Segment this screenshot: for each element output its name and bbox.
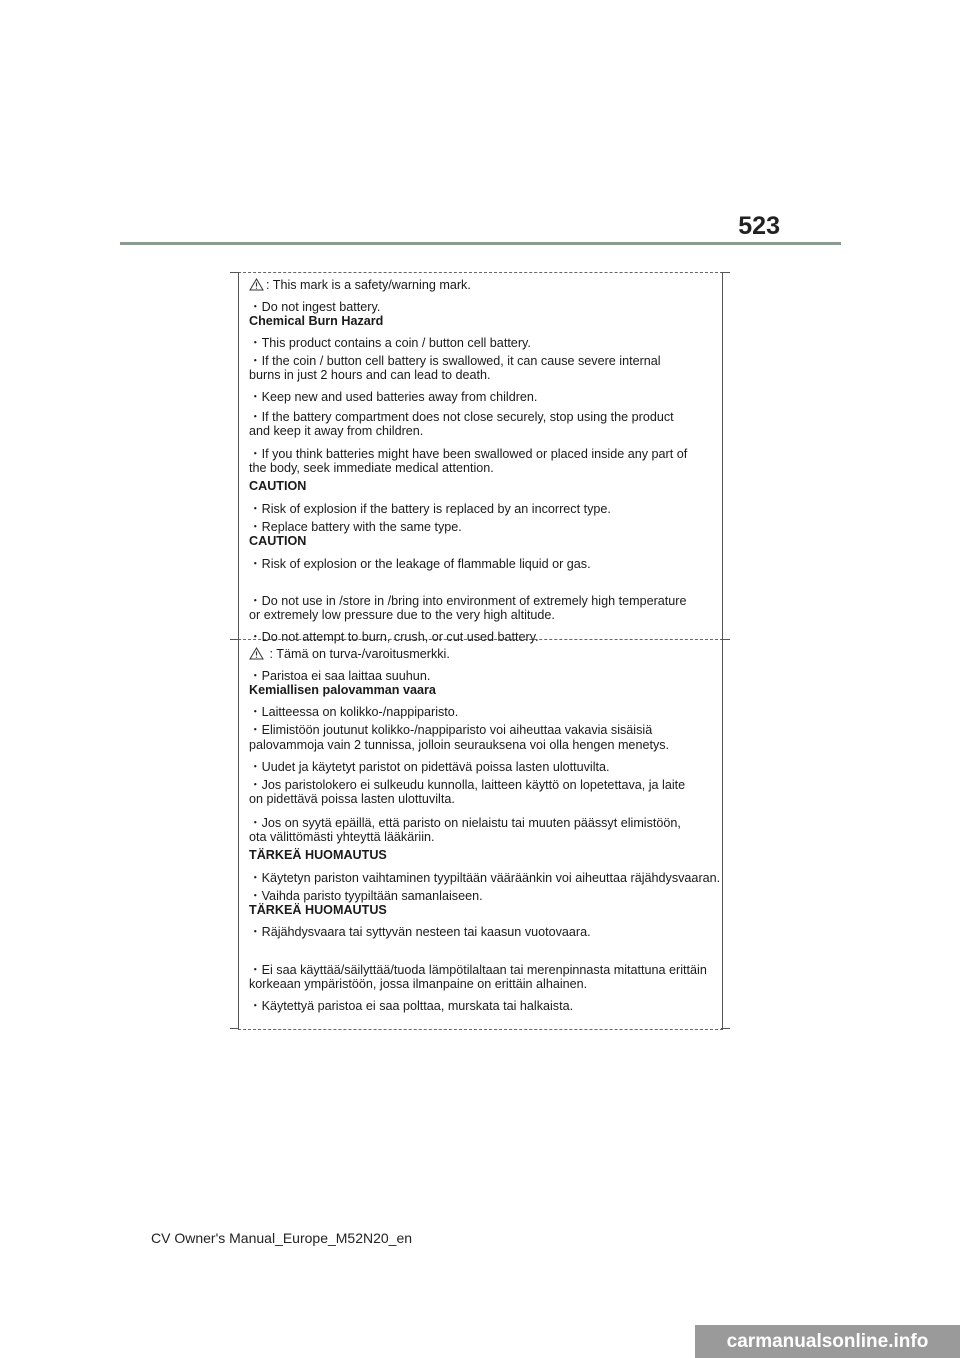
finnish-line [249, 738, 669, 752]
finnish-line-text: korkeaan ympäristöön, jossa ilmanpaine on erittäin alhainen. [249, 977, 588, 991]
finnish-line-text: ・Jos on syytä epäillä, että paristo on nielaistu tai muuten päässyt elimistöön, [249, 816, 681, 830]
finnish-line-text: palovammoja vain 2 tunnissa, jolloin seurauksena voi olla hengen menetys. [249, 738, 670, 752]
english-line-text: ・If you think batteries might have been swallowed or placed inside any part of [249, 447, 688, 461]
finnish-line-text: ・Räjähdysvaara tai syttyvän nesteen tai kaasun vuotovaara. [249, 925, 591, 939]
finnish-line-text: ota välittömästi yhteyttä lääkäriin. [249, 830, 435, 844]
finnish-line-text: Kemiallisen palovamman vaara [249, 683, 436, 697]
english-line-text: ・Do not use in /store in /bring into environment of extremely high temperature [249, 594, 687, 608]
box-corner-tick [721, 272, 730, 273]
english-line [249, 534, 306, 548]
finnish-line-text: ・Käytettyä paristoa ei saa polttaa, murskata tai halkaista. [249, 999, 574, 1013]
english-line [249, 590, 687, 609]
finnish-line-text: TÄRKEÄ HUOMAUTUS [249, 903, 387, 917]
box-corner-tick [230, 1028, 239, 1029]
finnish-line [249, 977, 587, 991]
english-line-text: Chemical Burn Hazard [249, 314, 384, 328]
english-line-text: ・If the battery compartment does not close securely, stop using the product [249, 410, 674, 424]
box-corner-tick [721, 639, 730, 640]
finnish-line [249, 792, 455, 806]
finnish-line [249, 812, 681, 831]
box-corner-tick [721, 1028, 730, 1029]
english-line-text: ・Do not attempt to burn, crush, or cut used battery. [249, 630, 539, 644]
finnish-line [249, 903, 387, 917]
finnish-line [249, 683, 436, 697]
english-line [249, 461, 494, 475]
finnish-line-text: ・Ei saa käyttää/säilyttää/tuoda lämpötilaltaan tai merenpinnasta mitattuna erittäin [249, 963, 707, 977]
english-line [249, 626, 539, 645]
english-line [249, 314, 383, 328]
english-line [249, 332, 531, 351]
finnish-line [249, 867, 720, 886]
footer-text: CV Owner's Manual_Europe_M52N20_en [151, 1230, 413, 1246]
english-line-text: ・Do not ingest battery. [249, 300, 381, 314]
english-line [249, 278, 471, 294]
finnish-line-text: ・Vaihda paristo tyypiltään samanlaiseen. [249, 889, 483, 903]
finnish-line-text: ・Elimistöön joutunut kolikko-/nappiparisto voi aiheuttaa vakavia sisäisiä [249, 723, 653, 737]
finnish-line [249, 665, 430, 684]
watermark[interactable]: carmanualsonline.info [695, 1325, 960, 1358]
finnish-line-text: ・Uudet ja käytetyt paristot on pidettävä poissa lasten ulottuvilta. [249, 760, 610, 774]
box-corner-tick [230, 272, 239, 273]
finnish-line-text: : Tämä on turva-/varoitusmerkki. [266, 647, 450, 661]
english-line [249, 368, 491, 382]
english-line-text: ・Risk of explosion or the leakage of flammable liquid or gas. [249, 557, 591, 571]
english-line-text: burns in just 2 hours and can lead to death. [249, 368, 491, 382]
english-line [249, 350, 661, 369]
finnish-line [249, 995, 573, 1014]
english-line [249, 386, 537, 405]
english-line-text: ・Risk of explosion if the battery is replaced by an incorrect type. [249, 502, 611, 516]
english-line [249, 608, 555, 622]
header-rule [120, 242, 841, 245]
english-line [249, 498, 611, 517]
english-line-text: : This mark is a safety/warning mark. [266, 278, 471, 292]
english-line [249, 443, 687, 462]
finnish-line-text: TÄRKEÄ HUOMAUTUS [249, 848, 387, 862]
finnish-line-text: ・Jos paristolokero ei sulkeudu kunnolla, laitteen käyttö on lopetettava, ja laite [249, 778, 686, 792]
english-line-text: or extremely low pressure due to the very high altitude. [249, 608, 555, 622]
english-line [249, 479, 306, 493]
english-line-text: CAUTION [249, 479, 307, 493]
english-line [249, 516, 462, 535]
warning-triangle-icon [249, 647, 264, 663]
finnish-line-text: ・Laitteessa on kolikko-/nappiparisto. [249, 705, 459, 719]
english-line-text: the body, seek immediate medical attention. [249, 461, 494, 475]
finnish-line-text: ・Paristoa ei saa laittaa suuhun. [249, 669, 431, 683]
finnish-line [249, 959, 707, 978]
page-number: 523 [738, 212, 780, 240]
english-line [249, 553, 591, 572]
finnish-line [249, 885, 483, 904]
english-line-text: ・Replace battery with the same type. [249, 520, 462, 534]
finnish-line [249, 647, 450, 663]
finnish-line [249, 921, 591, 940]
finnish-line-text: ・Käytetyn pariston vaihtaminen tyypiltään vääräänkin voi aiheuttaa räjähdysvaaran. [249, 871, 721, 885]
finnish-line [249, 756, 610, 775]
english-line-text: and keep it away from children. [249, 424, 424, 438]
english-line-text: ・If the coin / button cell battery is swallowed, it can cause severe internal [249, 354, 661, 368]
finnish-line [249, 830, 435, 844]
english-line-text: ・Keep new and used batteries away from children. [249, 390, 538, 404]
english-line [249, 296, 380, 315]
finnish-line [249, 719, 652, 738]
english-line [249, 424, 423, 438]
finnish-line-text: on pidettävä poissa lasten ulottuvilta. [249, 792, 455, 806]
box-corner-tick [230, 639, 239, 640]
english-line [249, 406, 674, 425]
finnish-line [249, 774, 685, 793]
finnish-line [249, 701, 458, 720]
finnish-line [249, 848, 387, 862]
english-line-text: ・This product contains a coin / button cell battery. [249, 336, 531, 350]
english-line-text: CAUTION [249, 534, 307, 548]
warning-triangle-icon [249, 278, 264, 294]
